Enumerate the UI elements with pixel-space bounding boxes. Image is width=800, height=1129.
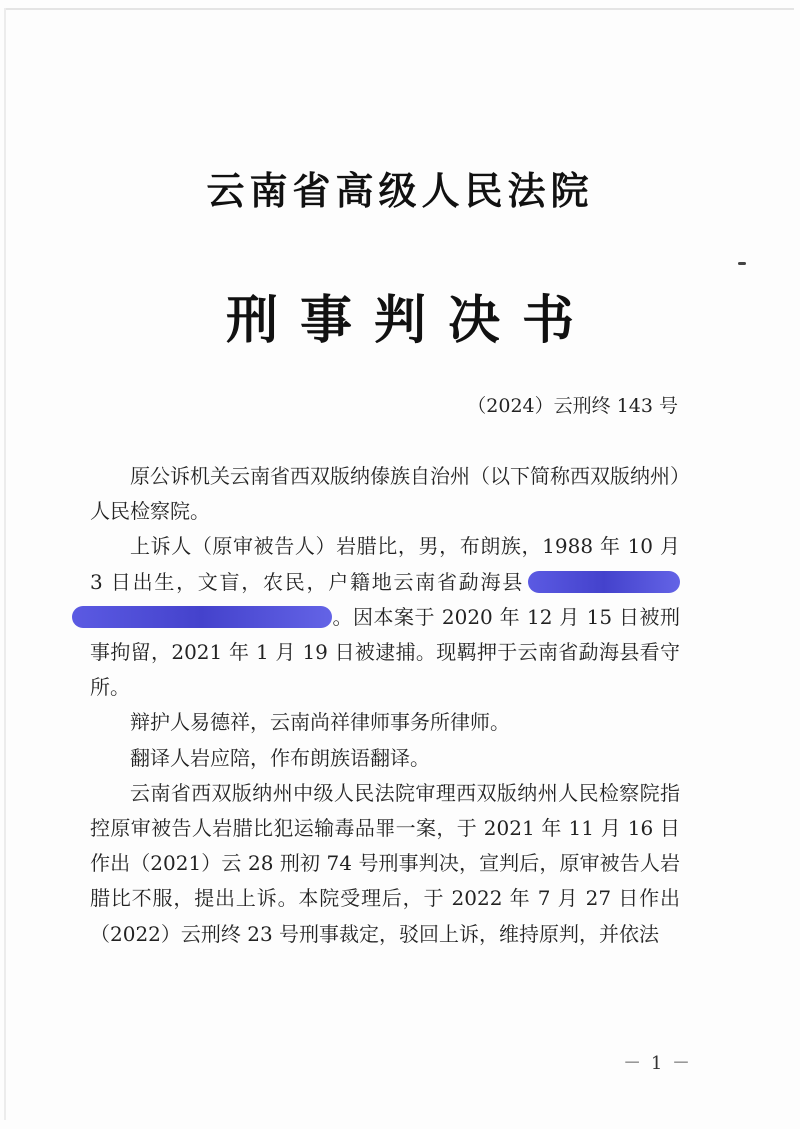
redaction-mark xyxy=(72,606,332,628)
judgment-body xyxy=(90,459,680,952)
appellant-custody: 。因本案于 2020 年 12 月 15 日被刑事拘留，2021 年 1 月 19 日被逮捕。现羁押于云南省勐海县看守所。 xyxy=(90,604,680,700)
paragraph-translator: 翻译人岩应陪，作布朗族语翻译。 xyxy=(130,745,430,770)
scan-edge xyxy=(6,8,794,10)
page-number: － 1 － xyxy=(623,1053,692,1074)
scan-speck xyxy=(738,262,746,265)
document-title: 刑事判决书 xyxy=(225,291,596,351)
paragraph-defender: 辩护人易德祥，云南尚祥律师事务所律师。 xyxy=(130,710,510,735)
redaction-mark xyxy=(528,571,680,593)
paragraph-prosecution: 原公诉机关云南省西双版纳傣族自治州（以下简称西双版纳州）人民检察院。 xyxy=(90,464,680,524)
paragraph-procedure: 云南省西双版纳州中级人民法院审理西双版纳州人民检察院指控原审被告人岩腊比犯运输毒品罪一案，于 2021 年 11 月 16 日作出（2021）云 28 刑初 74 号刑事判决，宣判后，原审被告人岩腊比不服，提出上诉。本院受理后，于 2022 年 7 月 27 日作出（2022）云刑终 23 号刑事裁定，驳回上诉，维持原判，并依法 xyxy=(90,780,680,946)
paragraph-appellant xyxy=(90,529,680,705)
case-number: （2024）云刑终 143 号 xyxy=(467,395,678,417)
appellant-details: 上诉人（原审被告人）岩腊比，男，布朗族，1988 年 10 月 3 日出生，文盲，农民，户籍地云南省勐海县 xyxy=(90,534,680,594)
court-name: 云南省高级人民法院 xyxy=(206,169,594,213)
